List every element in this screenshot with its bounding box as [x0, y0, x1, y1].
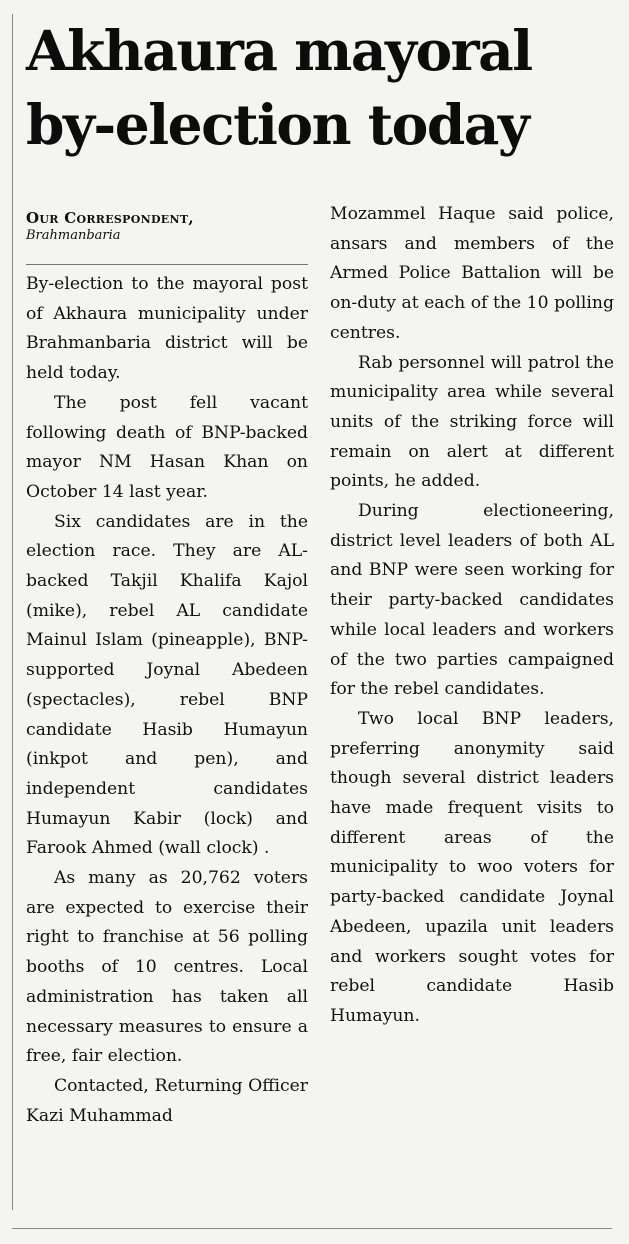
byline-place: Brahmanbaria: [26, 228, 121, 243]
headline-line-2: by-election today: [26, 92, 529, 157]
byline-name: Our Correspondent,: [26, 209, 194, 227]
byline: [26, 208, 308, 244]
paragraph: Two local BNP leaders, preferring anonymity said though several district leaders have made frequent visits to different areas of the municipality to woo voters for party-backed candidate Joynal Abedeen, upazila unit leaders and workers sought votes for rebel candidate Hasib Humayun.: [330, 708, 614, 1026]
byline-divider: [26, 264, 308, 265]
paragraph: The post fell vacant following death of BNP-backed mayor NM Hasan Khan on October 14 last year.: [26, 392, 308, 502]
paragraph: Rab personnel will patrol the municipality area while several units of the striking force will remain on alert at different points, he added.: [330, 352, 614, 492]
paragraph: During electioneering, district level leaders of both AL and BNP were seen working for their party-backed candidates while local leaders and workers of the two parties campaigned for the rebel candidates.: [330, 501, 614, 700]
paragraph: By-election to the mayoral post of Akhaura municipality under Brahmanbaria district will be held today.: [26, 274, 308, 384]
paragraph: Six candidates are in the election race. They are AL-backed Takjil Khalifa Kajol (mike), rebel AL candidate Mainul Islam (pineapple), BNP-supported Joynal Abedeen (spectacles), rebel BNP candidate Hasib Humayun (inkpot and pen), and independent candidates Humayun Kabir (lock) and Farook Ahmed (wall clock) .: [26, 511, 308, 859]
article-column-right: [330, 200, 614, 1032]
headline-line-1: Akhaura mayoral: [26, 18, 532, 83]
paragraph: As many as 20,762 voters are expected to exercise their right to franchise at 56 polling booths of 10 centres. Local administration has taken all necessary measures to ensure a free, fair election.: [26, 868, 308, 1067]
paragraph: Contacted, Returning Officer Kazi Muhammad: [26, 1075, 308, 1126]
article-column-left: [26, 270, 308, 1131]
left-column-rule: [12, 14, 13, 1210]
bottom-rule: [12, 1228, 612, 1229]
headline: [26, 14, 621, 162]
paragraph: Mozammel Haque said police, ansars and members of the Armed Police Battalion will be on-duty at each of the 10 polling centres.: [330, 204, 614, 343]
